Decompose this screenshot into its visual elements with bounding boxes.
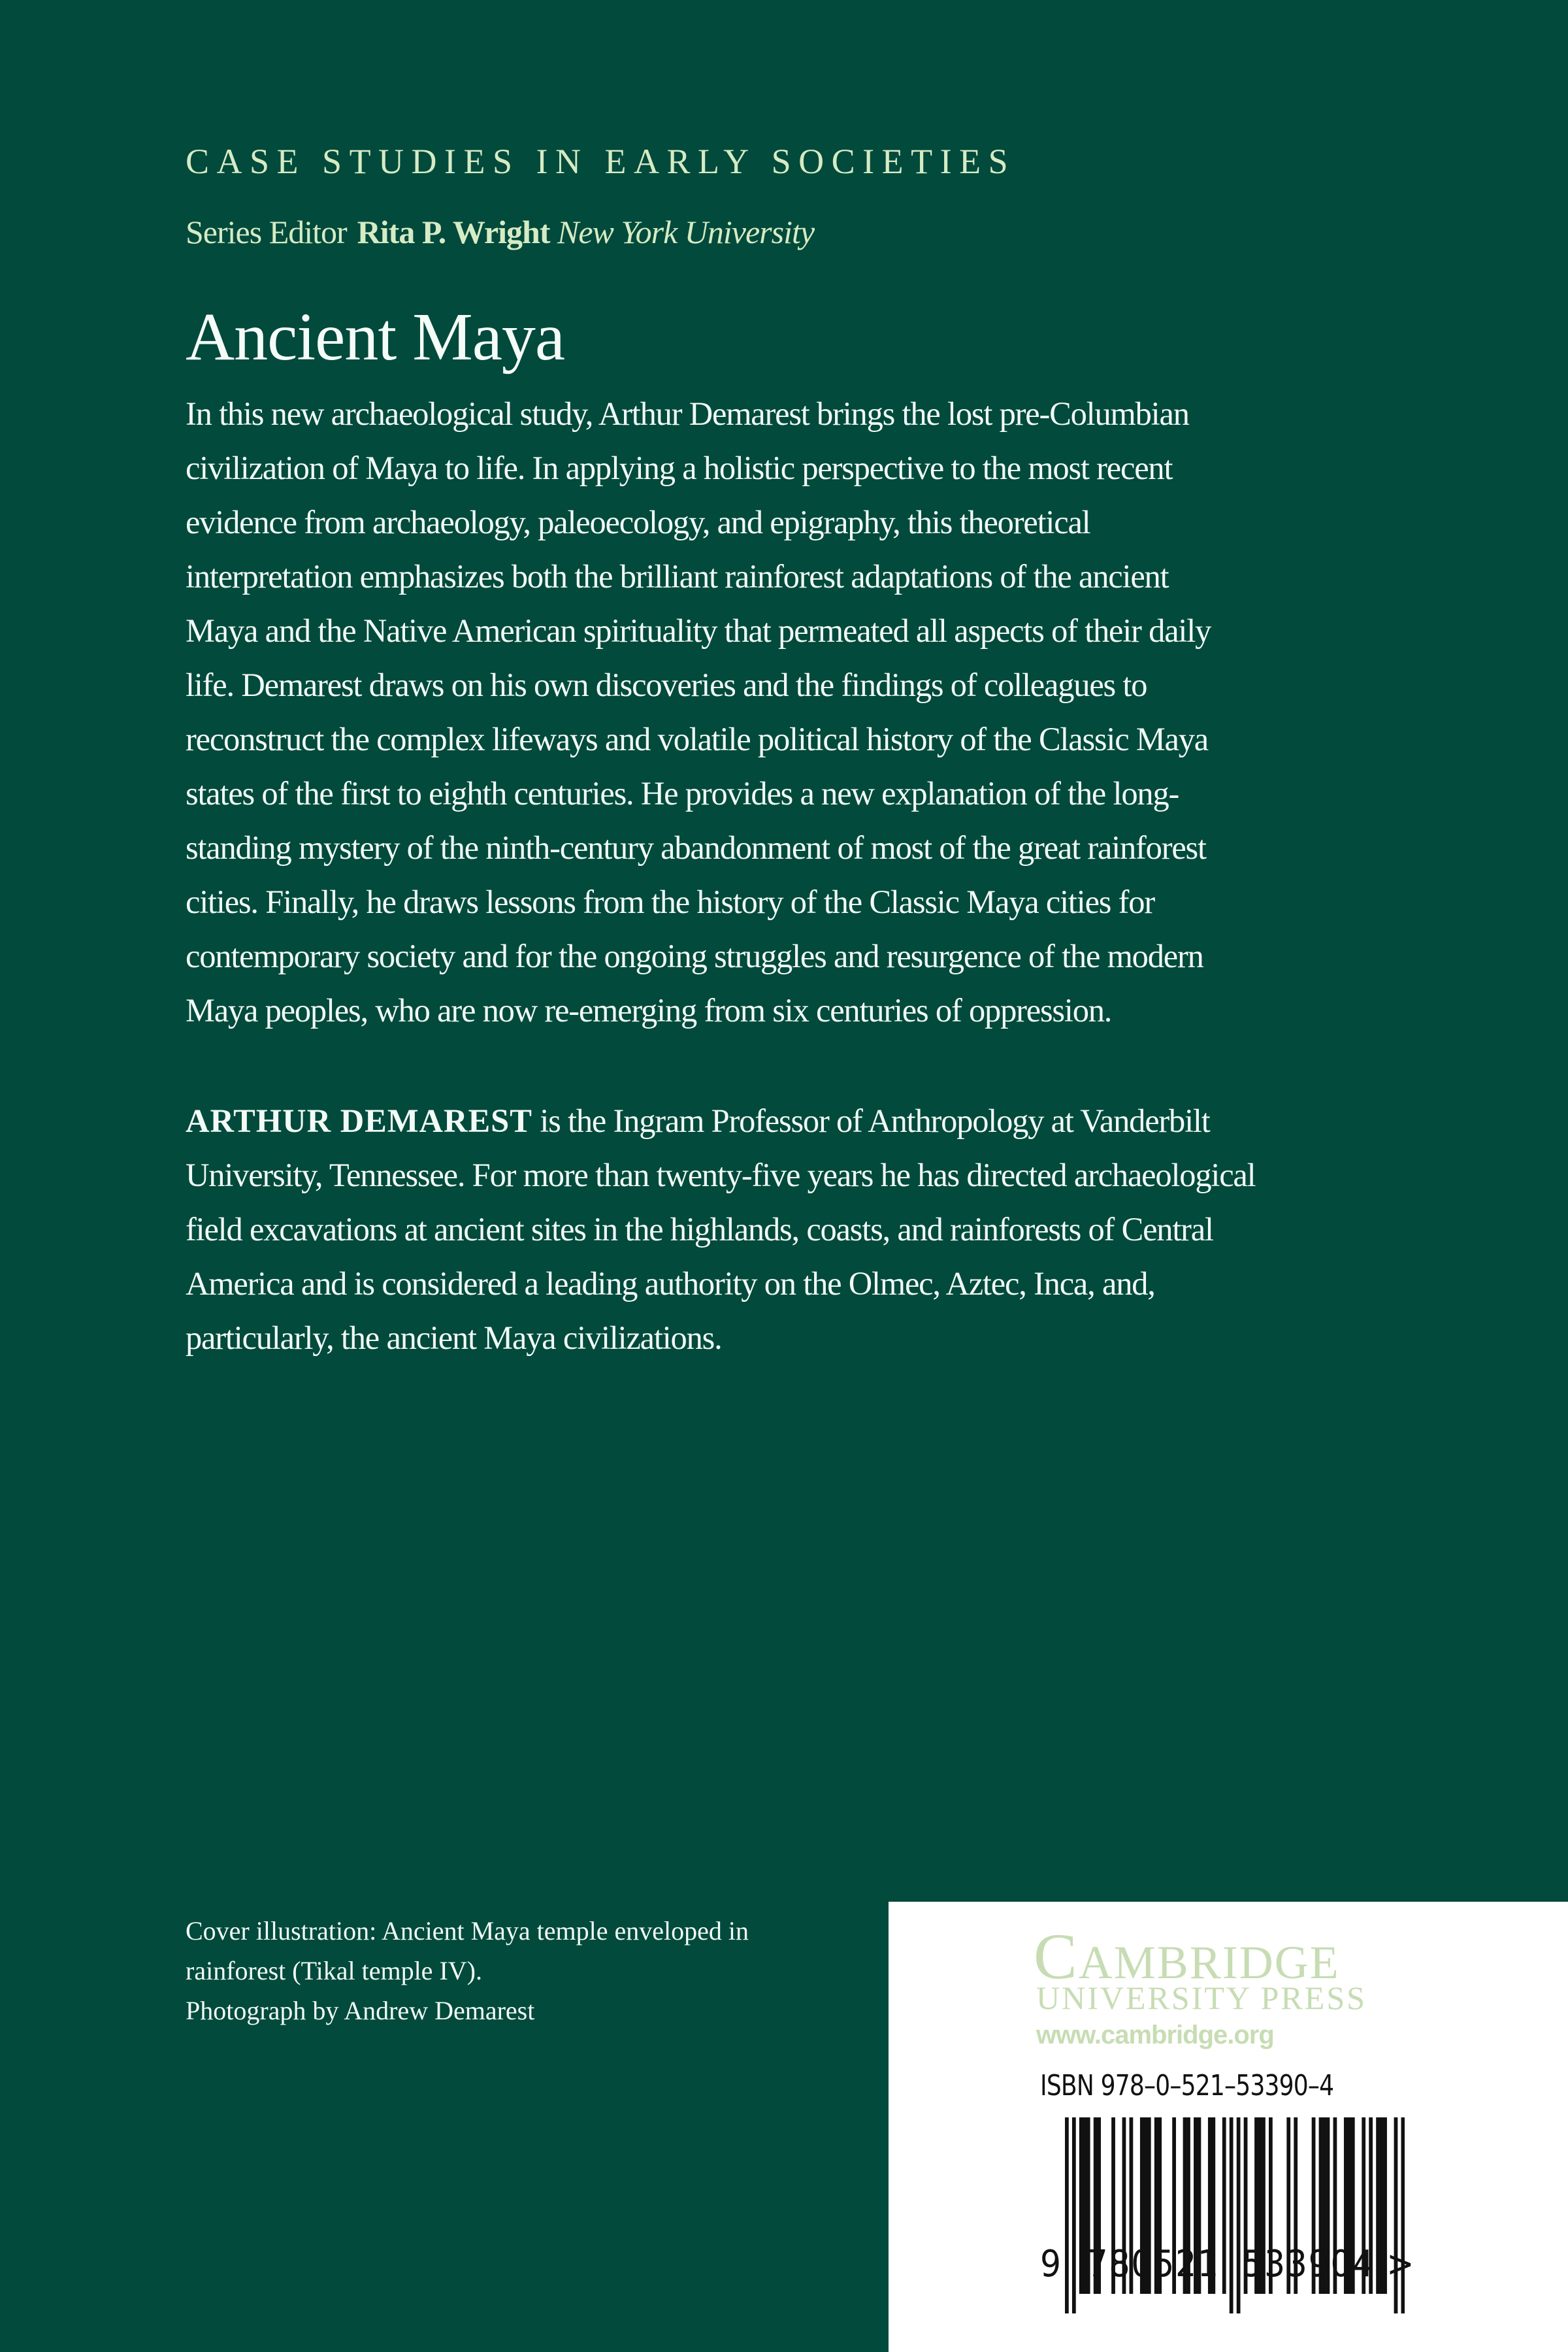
series-editor-name: Rita P. Wright <box>357 214 550 250</box>
publisher-url[interactable]: www.cambridge.org <box>1036 2021 1274 2049</box>
barcode-quiet-zone-marker: > <box>1386 2243 1416 2285</box>
publisher-logo-initial: C <box>1034 1920 1079 1993</box>
book-title: Ancient Maya <box>186 299 565 374</box>
barcode-digits-left: 780521 <box>1086 2243 1220 2285</box>
description-line: contemporary society and for the ongoing struggles and resurgence of the modern <box>186 938 1203 974</box>
description-line: In this new archaeological study, Arthur Demarest brings the lost pre-Columbian <box>186 395 1189 432</box>
description-line: states of the first to eighth centuries. He provides a new explanation of the long- <box>186 775 1179 812</box>
publisher-panel <box>889 1902 1568 2352</box>
description-line: cities. Finally, he draws lessons from the history of the Classic Maya cities for <box>186 884 1154 920</box>
series-title: CASE STUDIES IN EARLY SOCIETIES <box>186 142 1016 181</box>
description-line: Maya and the Native American spirituality that permeated all aspects of their daily <box>186 612 1211 649</box>
bio-first-line-text: is the Ingram Professor of Anthropology at Vanderbilt <box>532 1102 1210 1139</box>
bio-line: America and is considered a leading authority on the Olmec, Aztec, Inca, and, <box>186 1265 1155 1302</box>
author-bio <box>186 1094 1414 1365</box>
bio-line <box>186 1094 1414 1148</box>
bio-line: field excavations at ancient sites in the highlands, coasts, and rainforests of Central <box>186 1211 1213 1248</box>
barcode-digit-prefix: 9 <box>1040 2243 1062 2285</box>
description-line: Maya peoples, who are now re-emerging from six centuries of oppression. <box>186 992 1112 1029</box>
cover-credit-line: Cover illustration: Ancient Maya temple enveloped in <box>186 1916 749 1946</box>
cover-credit <box>186 1911 749 2030</box>
series-editor-label: Series Editor <box>186 214 347 250</box>
cover-credit-line: rainforest (Tikal temple IV). <box>186 1956 482 1985</box>
cover-credit-line: Photograph by Andrew Demarest <box>186 1996 535 2025</box>
barcode-icon <box>1065 2117 1405 2346</box>
barcode-digits <box>1040 2243 1415 2285</box>
description-line: reconstruct the complex lifeways and volatile political history of the Classic Maya <box>186 721 1209 757</box>
book-description <box>186 387 1414 1038</box>
description-line: evidence from archaeology, paleoecology, and epigraphy, this theoretical <box>186 504 1090 540</box>
barcode-digits-right: 533904 <box>1242 2243 1375 2285</box>
publisher-subtitle: UNIVERSITY PRESS <box>1036 1979 1367 2016</box>
series-editor-affiliation: New York University <box>557 214 815 250</box>
description-line: interpretation emphasizes both the brilliant rainforest adaptations of the ancient <box>186 558 1169 595</box>
author-name: ARTHUR DEMAREST <box>186 1102 532 1139</box>
description-line: life. Demarest draws on his own discoveries and the findings of colleagues to <box>186 667 1147 703</box>
description-line: civilization of Maya to life. In applying a holistic perspective to the most recent <box>186 450 1173 486</box>
bio-line: particularly, the ancient Maya civilizations. <box>186 1319 722 1356</box>
isbn-label: ISBN 978–0–521–53390–4 <box>1040 2069 1334 2102</box>
bio-line: University, Tennessee. For more than twenty-five years he has directed archaeological <box>186 1157 1256 1193</box>
series-editor <box>186 213 814 251</box>
description-line: standing mystery of the ninth-century abandonment of most of the great rainforest <box>186 829 1206 866</box>
publisher-logo-name: AMBRIDGE <box>1078 1936 1340 1989</box>
